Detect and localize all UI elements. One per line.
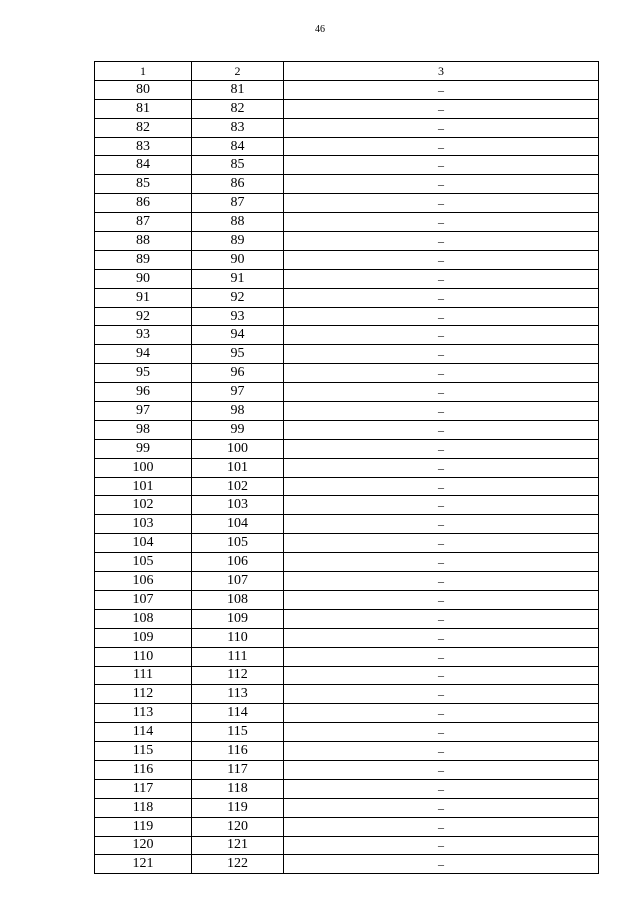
table-cell-col-3: – — [284, 213, 599, 232]
table-cell-col-2: 86 — [192, 175, 284, 194]
table-cell-col-2: 121 — [192, 836, 284, 855]
table-cell-col-3: – — [284, 232, 599, 251]
table-row — [95, 798, 599, 817]
table-row — [95, 137, 599, 156]
table-cell-col-3: – — [284, 572, 599, 591]
table-cell-col-2: 112 — [192, 666, 284, 685]
table-cell-col-2: 101 — [192, 458, 284, 477]
table-row — [95, 364, 599, 383]
table-cell-col-3: – — [284, 288, 599, 307]
table-cell-col-3: – — [284, 723, 599, 742]
table-cell-col-3: – — [284, 99, 599, 118]
table-cell-col-2: 83 — [192, 118, 284, 137]
table-cell-col-1: 111 — [95, 666, 192, 685]
table-cell-col-3: – — [284, 628, 599, 647]
table-row — [95, 609, 599, 628]
table-row — [95, 590, 599, 609]
table-cell-col-2: 109 — [192, 609, 284, 628]
table-cell-col-2: 114 — [192, 704, 284, 723]
table-cell-col-3: – — [284, 647, 599, 666]
table-cell-col-1: 108 — [95, 609, 192, 628]
table-row — [95, 723, 599, 742]
table-row — [95, 817, 599, 836]
table-row — [95, 855, 599, 874]
table-cell-col-2: 87 — [192, 194, 284, 213]
table-cell-col-2: 89 — [192, 232, 284, 251]
table-cell-col-3: – — [284, 817, 599, 836]
table-cell-col-2: 111 — [192, 647, 284, 666]
table-row — [95, 175, 599, 194]
table-cell-col-1: 99 — [95, 439, 192, 458]
table-row — [95, 666, 599, 685]
table-row — [95, 515, 599, 534]
table-cell-col-2: 110 — [192, 628, 284, 647]
table-cell-col-1: 98 — [95, 420, 192, 439]
table-cell-col-2: 96 — [192, 364, 284, 383]
table-cell-col-1: 115 — [95, 742, 192, 761]
table-row — [95, 345, 599, 364]
table-cell-col-2: 88 — [192, 213, 284, 232]
table-row — [95, 836, 599, 855]
table-cell-col-1: 88 — [95, 232, 192, 251]
table-cell-col-3: – — [284, 534, 599, 553]
table-cell-col-3: – — [284, 439, 599, 458]
table-cell-col-3: – — [284, 383, 599, 402]
table-cell-col-3: – — [284, 175, 599, 194]
table-cell-col-2: 105 — [192, 534, 284, 553]
table-cell-col-3: – — [284, 609, 599, 628]
table-cell-col-3: – — [284, 250, 599, 269]
table-cell-col-2: 100 — [192, 439, 284, 458]
table-cell-col-3: – — [284, 118, 599, 137]
table-cell-col-2: 118 — [192, 779, 284, 798]
table-row — [95, 553, 599, 572]
data-table — [94, 61, 599, 874]
table-row — [95, 194, 599, 213]
table-cell-col-1: 104 — [95, 534, 192, 553]
table-row — [95, 269, 599, 288]
table-cell-col-1: 105 — [95, 553, 192, 572]
table-cell-col-1: 113 — [95, 704, 192, 723]
table-cell-col-1: 102 — [95, 496, 192, 515]
table-row — [95, 760, 599, 779]
table-cell-col-1: 93 — [95, 326, 192, 345]
table-row — [95, 628, 599, 647]
column-header-2: 2 — [192, 62, 284, 81]
table-cell-col-3: – — [284, 364, 599, 383]
table-cell-col-2: 117 — [192, 760, 284, 779]
table-cell-col-1: 119 — [95, 817, 192, 836]
table-cell-col-1: 101 — [95, 477, 192, 496]
table-cell-col-1: 103 — [95, 515, 192, 534]
table-cell-col-2: 107 — [192, 572, 284, 591]
table-cell-col-1: 106 — [95, 572, 192, 591]
table-cell-col-2: 103 — [192, 496, 284, 515]
table-cell-col-1: 83 — [95, 137, 192, 156]
table-body — [95, 80, 599, 873]
table-row — [95, 439, 599, 458]
table-cell-col-3: – — [284, 345, 599, 364]
table-cell-col-2: 102 — [192, 477, 284, 496]
table-cell-col-1: 120 — [95, 836, 192, 855]
table-row — [95, 420, 599, 439]
table-cell-col-2: 106 — [192, 553, 284, 572]
table-cell-col-3: – — [284, 420, 599, 439]
table-cell-col-2: 81 — [192, 80, 284, 99]
table-cell-col-2: 98 — [192, 402, 284, 421]
table-cell-col-3: – — [284, 666, 599, 685]
table-row — [95, 250, 599, 269]
table-cell-col-3: – — [284, 156, 599, 175]
table-cell-col-2: 113 — [192, 685, 284, 704]
table-row — [95, 326, 599, 345]
table-row — [95, 288, 599, 307]
table-row — [95, 496, 599, 515]
table-cell-col-3: – — [284, 307, 599, 326]
table-cell-col-1: 114 — [95, 723, 192, 742]
table-row — [95, 383, 599, 402]
table-cell-col-3: – — [284, 742, 599, 761]
table-row — [95, 99, 599, 118]
table-row — [95, 213, 599, 232]
table-cell-col-2: 93 — [192, 307, 284, 326]
table-cell-col-1: 118 — [95, 798, 192, 817]
table-cell-col-1: 80 — [95, 80, 192, 99]
table-cell-col-2: 115 — [192, 723, 284, 742]
table-cell-col-2: 90 — [192, 250, 284, 269]
table-row — [95, 118, 599, 137]
table-cell-col-2: 85 — [192, 156, 284, 175]
table-cell-col-1: 100 — [95, 458, 192, 477]
table-cell-col-1: 96 — [95, 383, 192, 402]
table-cell-col-1: 109 — [95, 628, 192, 647]
table-row — [95, 80, 599, 99]
table-cell-col-3: – — [284, 590, 599, 609]
table-cell-col-3: – — [284, 798, 599, 817]
table-row — [95, 477, 599, 496]
table-cell-col-3: – — [284, 760, 599, 779]
table-cell-col-2: 94 — [192, 326, 284, 345]
table-cell-col-1: 92 — [95, 307, 192, 326]
table-cell-col-2: 119 — [192, 798, 284, 817]
table-cell-col-3: – — [284, 80, 599, 99]
table-cell-col-1: 90 — [95, 269, 192, 288]
table-cell-col-1: 116 — [95, 760, 192, 779]
table-row — [95, 156, 599, 175]
table-cell-col-3: – — [284, 553, 599, 572]
table-cell-col-1: 85 — [95, 175, 192, 194]
table-cell-col-3: – — [284, 269, 599, 288]
table-cell-col-2: 97 — [192, 383, 284, 402]
table-row — [95, 704, 599, 723]
table-cell-col-3: – — [284, 515, 599, 534]
table-cell-col-3: – — [284, 836, 599, 855]
table-cell-col-3: – — [284, 704, 599, 723]
table-cell-col-1: 97 — [95, 402, 192, 421]
table-cell-col-1: 84 — [95, 156, 192, 175]
table-cell-col-1: 121 — [95, 855, 192, 874]
table-cell-col-1: 117 — [95, 779, 192, 798]
table-cell-col-2: 99 — [192, 420, 284, 439]
table-cell-col-1: 89 — [95, 250, 192, 269]
table-row — [95, 534, 599, 553]
table-cell-col-2: 108 — [192, 590, 284, 609]
table-cell-col-1: 110 — [95, 647, 192, 666]
table-cell-col-3: – — [284, 855, 599, 874]
page-number: 46 — [315, 24, 325, 35]
table-cell-col-3: – — [284, 458, 599, 477]
column-header-3: 3 — [284, 62, 599, 81]
table-cell-col-2: 92 — [192, 288, 284, 307]
table-row — [95, 402, 599, 421]
table-header-row — [95, 62, 599, 81]
table-cell-col-2: 91 — [192, 269, 284, 288]
table-row — [95, 742, 599, 761]
table-cell-col-1: 112 — [95, 685, 192, 704]
table-cell-col-1: 95 — [95, 364, 192, 383]
table-cell-col-1: 107 — [95, 590, 192, 609]
table-cell-col-2: 116 — [192, 742, 284, 761]
table-row — [95, 572, 599, 591]
table-cell-col-3: – — [284, 326, 599, 345]
table-cell-col-3: – — [284, 477, 599, 496]
table-cell-col-3: – — [284, 685, 599, 704]
table-cell-col-1: 82 — [95, 118, 192, 137]
table-cell-col-1: 91 — [95, 288, 192, 307]
table-cell-col-3: – — [284, 496, 599, 515]
table-row — [95, 647, 599, 666]
table-cell-col-1: 87 — [95, 213, 192, 232]
column-header-1: 1 — [95, 62, 192, 81]
table-row — [95, 458, 599, 477]
table-cell-col-2: 82 — [192, 99, 284, 118]
table-cell-col-2: 95 — [192, 345, 284, 364]
table-cell-col-2: 84 — [192, 137, 284, 156]
table-cell-col-2: 122 — [192, 855, 284, 874]
table-row — [95, 685, 599, 704]
table-cell-col-1: 86 — [95, 194, 192, 213]
table-row — [95, 232, 599, 251]
table-cell-col-1: 94 — [95, 345, 192, 364]
table-cell-col-3: – — [284, 137, 599, 156]
table-row — [95, 779, 599, 798]
table-cell-col-3: – — [284, 402, 599, 421]
table-cell-col-1: 81 — [95, 99, 192, 118]
table-cell-col-2: 104 — [192, 515, 284, 534]
table-cell-col-3: – — [284, 194, 599, 213]
table-row — [95, 307, 599, 326]
table-cell-col-3: – — [284, 779, 599, 798]
table-cell-col-2: 120 — [192, 817, 284, 836]
